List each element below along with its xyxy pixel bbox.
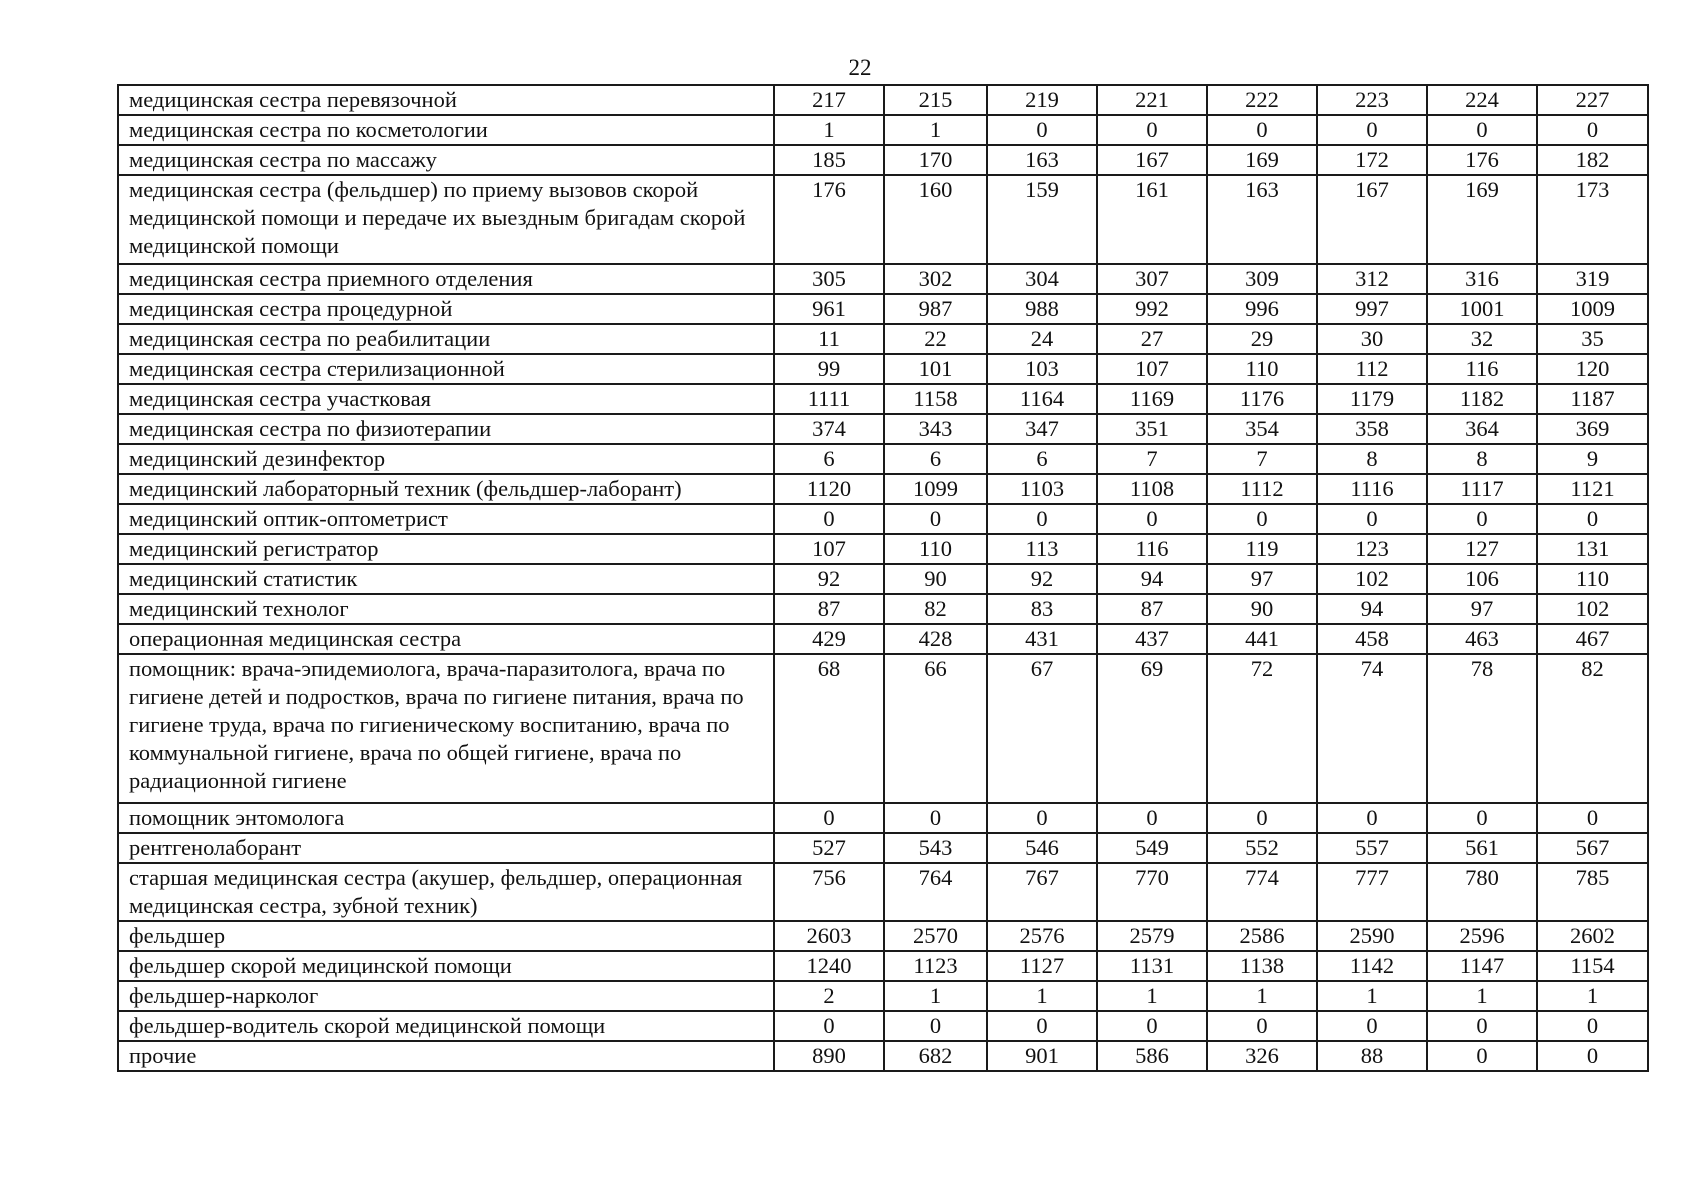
- value-cell: 99: [774, 354, 884, 384]
- value-cell: 1112: [1207, 474, 1317, 504]
- value-cell: 992: [1097, 294, 1207, 324]
- table-row: [118, 85, 1648, 115]
- value-cell: 2596: [1427, 921, 1537, 951]
- position-name-cell: старшая медицинская сестра (акушер, фельдшер, операционная медицинская сестра, зубной техник): [118, 863, 774, 921]
- value-cell: 0: [1427, 504, 1537, 534]
- position-name-cell: медицинская сестра по реабилитации: [118, 324, 774, 354]
- value-cell: 8: [1427, 444, 1537, 474]
- position-name-cell: медицинская сестра процедурной: [118, 294, 774, 324]
- value-cell: 2586: [1207, 921, 1317, 951]
- value-cell: 1: [1207, 981, 1317, 1011]
- value-cell: 1138: [1207, 951, 1317, 981]
- value-cell: 2579: [1097, 921, 1207, 951]
- value-cell: 552: [1207, 833, 1317, 863]
- value-cell: 901: [987, 1041, 1097, 1071]
- value-cell: 68: [774, 654, 884, 803]
- value-cell: 0: [1537, 1041, 1648, 1071]
- table-row: [118, 414, 1648, 444]
- value-cell: 0: [1427, 1041, 1537, 1071]
- value-cell: 222: [1207, 85, 1317, 115]
- value-cell: 92: [987, 564, 1097, 594]
- value-cell: 467: [1537, 624, 1648, 654]
- position-name-cell: медицинская сестра (фельдшер) по приему вызовов скорой медицинской помощи и передаче их выездным бригадам скорой медицинской помощи: [118, 175, 774, 264]
- value-cell: 354: [1207, 414, 1317, 444]
- table-row: [118, 354, 1648, 384]
- position-name-cell: фельдшер скорой медицинской помощи: [118, 951, 774, 981]
- value-cell: 103: [987, 354, 1097, 384]
- position-name-cell: медицинская сестра по физиотерапии: [118, 414, 774, 444]
- value-cell: 1099: [884, 474, 987, 504]
- value-cell: 0: [1427, 1011, 1537, 1041]
- value-cell: 0: [774, 504, 884, 534]
- value-cell: 6: [987, 444, 1097, 474]
- value-cell: 785: [1537, 863, 1648, 921]
- value-cell: 102: [1537, 594, 1648, 624]
- value-cell: 374: [774, 414, 884, 444]
- value-cell: 0: [1207, 504, 1317, 534]
- value-cell: 101: [884, 354, 987, 384]
- value-cell: 35: [1537, 324, 1648, 354]
- value-cell: 116: [1097, 534, 1207, 564]
- value-cell: 0: [884, 1011, 987, 1041]
- value-cell: 0: [1317, 115, 1427, 145]
- table-row: [118, 1011, 1648, 1041]
- value-cell: 30: [1317, 324, 1427, 354]
- value-cell: 29: [1207, 324, 1317, 354]
- value-cell: 774: [1207, 863, 1317, 921]
- value-cell: 92: [774, 564, 884, 594]
- value-cell: 777: [1317, 863, 1427, 921]
- value-cell: 97: [1207, 564, 1317, 594]
- value-cell: 0: [987, 803, 1097, 833]
- table-row: [118, 294, 1648, 324]
- position-name-cell: медицинский регистратор: [118, 534, 774, 564]
- value-cell: 87: [1097, 594, 1207, 624]
- value-cell: 0: [884, 803, 987, 833]
- value-cell: 82: [1537, 654, 1648, 803]
- value-cell: 74: [1317, 654, 1427, 803]
- value-cell: 1: [1097, 981, 1207, 1011]
- value-cell: 170: [884, 145, 987, 175]
- value-cell: 1182: [1427, 384, 1537, 414]
- value-cell: 120: [1537, 354, 1648, 384]
- value-cell: 176: [1427, 145, 1537, 175]
- table-row: [118, 534, 1648, 564]
- table-row: [118, 324, 1648, 354]
- table-row: [118, 921, 1648, 951]
- value-cell: 458: [1317, 624, 1427, 654]
- value-cell: 1009: [1537, 294, 1648, 324]
- staffing-table: [117, 84, 1649, 1072]
- value-cell: 119: [1207, 534, 1317, 564]
- value-cell: 2590: [1317, 921, 1427, 951]
- value-cell: 561: [1427, 833, 1537, 863]
- value-cell: 0: [1537, 803, 1648, 833]
- value-cell: 112: [1317, 354, 1427, 384]
- value-cell: 1001: [1427, 294, 1537, 324]
- value-cell: 1179: [1317, 384, 1427, 414]
- value-cell: 67: [987, 654, 1097, 803]
- value-cell: 78: [1427, 654, 1537, 803]
- value-cell: 1240: [774, 951, 884, 981]
- value-cell: 304: [987, 264, 1097, 294]
- value-cell: 6: [884, 444, 987, 474]
- value-cell: 88: [1317, 1041, 1427, 1071]
- value-cell: 106: [1427, 564, 1537, 594]
- value-cell: 1116: [1317, 474, 1427, 504]
- value-cell: 1176: [1207, 384, 1317, 414]
- value-cell: 110: [884, 534, 987, 564]
- value-cell: 1: [884, 981, 987, 1011]
- value-cell: 1123: [884, 951, 987, 981]
- position-name-cell: медицинский статистик: [118, 564, 774, 594]
- value-cell: 0: [774, 1011, 884, 1041]
- value-cell: 527: [774, 833, 884, 863]
- value-cell: 6: [774, 444, 884, 474]
- value-cell: 1111: [774, 384, 884, 414]
- table-row: [118, 654, 1648, 803]
- value-cell: 0: [1427, 115, 1537, 145]
- value-cell: 69: [1097, 654, 1207, 803]
- value-cell: 161: [1097, 175, 1207, 264]
- table-body: [118, 85, 1648, 1071]
- table-row: [118, 504, 1648, 534]
- value-cell: 431: [987, 624, 1097, 654]
- value-cell: 326: [1207, 1041, 1317, 1071]
- value-cell: 364: [1427, 414, 1537, 444]
- page-number: 22: [848, 55, 872, 80]
- value-cell: 0: [1537, 115, 1648, 145]
- value-cell: 0: [1097, 504, 1207, 534]
- value-cell: 82: [884, 594, 987, 624]
- value-cell: 369: [1537, 414, 1648, 444]
- value-cell: 1: [1427, 981, 1537, 1011]
- value-cell: 1: [884, 115, 987, 145]
- value-cell: 557: [1317, 833, 1427, 863]
- value-cell: 219: [987, 85, 1097, 115]
- value-cell: 2603: [774, 921, 884, 951]
- value-cell: 97: [1427, 594, 1537, 624]
- value-cell: 987: [884, 294, 987, 324]
- value-cell: 0: [1537, 1011, 1648, 1041]
- value-cell: 343: [884, 414, 987, 444]
- value-cell: 90: [1207, 594, 1317, 624]
- value-cell: 221: [1097, 85, 1207, 115]
- value-cell: 0: [1097, 1011, 1207, 1041]
- value-cell: 0: [1097, 115, 1207, 145]
- value-cell: 7: [1207, 444, 1317, 474]
- position-name-cell: прочие: [118, 1041, 774, 1071]
- table-row: [118, 624, 1648, 654]
- value-cell: 66: [884, 654, 987, 803]
- value-cell: 0: [987, 1011, 1097, 1041]
- value-cell: 185: [774, 145, 884, 175]
- position-name-cell: фельдшер-водитель скорой медицинской помощи: [118, 1011, 774, 1041]
- value-cell: 567: [1537, 833, 1648, 863]
- value-cell: 110: [1207, 354, 1317, 384]
- value-cell: 116: [1427, 354, 1537, 384]
- value-cell: 8: [1317, 444, 1427, 474]
- value-cell: 1169: [1097, 384, 1207, 414]
- table-row: [118, 384, 1648, 414]
- value-cell: 546: [987, 833, 1097, 863]
- value-cell: 182: [1537, 145, 1648, 175]
- value-cell: 110: [1537, 564, 1648, 594]
- value-cell: 94: [1097, 564, 1207, 594]
- value-cell: 307: [1097, 264, 1207, 294]
- value-cell: 764: [884, 863, 987, 921]
- value-cell: 988: [987, 294, 1097, 324]
- value-cell: 996: [1207, 294, 1317, 324]
- value-cell: 1121: [1537, 474, 1648, 504]
- value-cell: 176: [774, 175, 884, 264]
- value-cell: 163: [987, 145, 1097, 175]
- value-cell: 1: [1317, 981, 1427, 1011]
- position-name-cell: фельдшер-нарколог: [118, 981, 774, 1011]
- value-cell: 1187: [1537, 384, 1648, 414]
- value-cell: 123: [1317, 534, 1427, 564]
- value-cell: 1164: [987, 384, 1097, 414]
- value-cell: 0: [1097, 803, 1207, 833]
- value-cell: 223: [1317, 85, 1427, 115]
- value-cell: 437: [1097, 624, 1207, 654]
- value-cell: 0: [1537, 504, 1648, 534]
- table-row: [118, 145, 1648, 175]
- value-cell: 1: [774, 115, 884, 145]
- value-cell: 1: [987, 981, 1097, 1011]
- value-cell: 1117: [1427, 474, 1537, 504]
- value-cell: 312: [1317, 264, 1427, 294]
- value-cell: 24: [987, 324, 1097, 354]
- value-cell: 107: [774, 534, 884, 564]
- value-cell: 7: [1097, 444, 1207, 474]
- value-cell: 1127: [987, 951, 1097, 981]
- position-name-cell: медицинская сестра по косметологии: [118, 115, 774, 145]
- table-row: [118, 803, 1648, 833]
- value-cell: 780: [1427, 863, 1537, 921]
- value-cell: 0: [1317, 1011, 1427, 1041]
- value-cell: 549: [1097, 833, 1207, 863]
- value-cell: 127: [1427, 534, 1537, 564]
- value-cell: 113: [987, 534, 1097, 564]
- value-cell: 1120: [774, 474, 884, 504]
- value-cell: 0: [1207, 803, 1317, 833]
- value-cell: 1147: [1427, 951, 1537, 981]
- value-cell: 224: [1427, 85, 1537, 115]
- value-cell: 215: [884, 85, 987, 115]
- value-cell: 347: [987, 414, 1097, 444]
- value-cell: 0: [1207, 115, 1317, 145]
- value-cell: 163: [1207, 175, 1317, 264]
- value-cell: 87: [774, 594, 884, 624]
- value-cell: 997: [1317, 294, 1427, 324]
- value-cell: 351: [1097, 414, 1207, 444]
- value-cell: 441: [1207, 624, 1317, 654]
- value-cell: 131: [1537, 534, 1648, 564]
- value-cell: 27: [1097, 324, 1207, 354]
- position-name-cell: медицинская сестра стерилизационной: [118, 354, 774, 384]
- value-cell: 0: [1207, 1011, 1317, 1041]
- value-cell: 0: [884, 504, 987, 534]
- table-row: [118, 264, 1648, 294]
- value-cell: 429: [774, 624, 884, 654]
- position-name-cell: помощник: врача-эпидемиолога, врача-паразитолога, врача по гигиене детей и подростков, врача по гигиене питания, врача по гигиене труда, врача по гигиеническому воспитанию, врача по коммунальной гигиене, врача по общей гигиене, врача по радиационной гигиене: [118, 654, 774, 803]
- value-cell: 756: [774, 863, 884, 921]
- value-cell: 11: [774, 324, 884, 354]
- value-cell: 0: [1427, 803, 1537, 833]
- value-cell: 2576: [987, 921, 1097, 951]
- value-cell: 90: [884, 564, 987, 594]
- value-cell: 2: [774, 981, 884, 1011]
- table-row: [118, 863, 1648, 921]
- value-cell: 302: [884, 264, 987, 294]
- value-cell: 682: [884, 1041, 987, 1071]
- table-row: [118, 1041, 1648, 1071]
- value-cell: 22: [884, 324, 987, 354]
- value-cell: 1108: [1097, 474, 1207, 504]
- value-cell: 72: [1207, 654, 1317, 803]
- value-cell: 767: [987, 863, 1097, 921]
- value-cell: 319: [1537, 264, 1648, 294]
- value-cell: 428: [884, 624, 987, 654]
- position-name-cell: операционная медицинская сестра: [118, 624, 774, 654]
- position-name-cell: медицинская сестра по массажу: [118, 145, 774, 175]
- position-name-cell: рентгенолаборант: [118, 833, 774, 863]
- table-row: [118, 981, 1648, 1011]
- position-name-cell: медицинский технолог: [118, 594, 774, 624]
- value-cell: 217: [774, 85, 884, 115]
- value-cell: 1: [1537, 981, 1648, 1011]
- table-row: [118, 564, 1648, 594]
- value-cell: 543: [884, 833, 987, 863]
- value-cell: 102: [1317, 564, 1427, 594]
- value-cell: 0: [1317, 803, 1427, 833]
- value-cell: 890: [774, 1041, 884, 1071]
- value-cell: 1158: [884, 384, 987, 414]
- position-name-cell: медицинский дезинфектор: [118, 444, 774, 474]
- value-cell: 0: [987, 115, 1097, 145]
- value-cell: 0: [774, 803, 884, 833]
- value-cell: 463: [1427, 624, 1537, 654]
- value-cell: 159: [987, 175, 1097, 264]
- position-name-cell: фельдшер: [118, 921, 774, 951]
- value-cell: 1142: [1317, 951, 1427, 981]
- value-cell: 167: [1317, 175, 1427, 264]
- table-row: [118, 444, 1648, 474]
- value-cell: 305: [774, 264, 884, 294]
- position-name-cell: медицинский лабораторный техник (фельдшер-лаборант): [118, 474, 774, 504]
- value-cell: 167: [1097, 145, 1207, 175]
- table-row: [118, 175, 1648, 264]
- position-name-cell: помощник энтомолога: [118, 803, 774, 833]
- value-cell: 0: [987, 504, 1097, 534]
- value-cell: 107: [1097, 354, 1207, 384]
- value-cell: 1103: [987, 474, 1097, 504]
- position-name-cell: медицинский оптик-оптометрист: [118, 504, 774, 534]
- value-cell: 316: [1427, 264, 1537, 294]
- value-cell: 172: [1317, 145, 1427, 175]
- value-cell: 586: [1097, 1041, 1207, 1071]
- value-cell: 961: [774, 294, 884, 324]
- value-cell: 770: [1097, 863, 1207, 921]
- table-row: [118, 594, 1648, 624]
- value-cell: 83: [987, 594, 1097, 624]
- table-row: [118, 474, 1648, 504]
- value-cell: 2602: [1537, 921, 1648, 951]
- table-row: [118, 115, 1648, 145]
- value-cell: 2570: [884, 921, 987, 951]
- value-cell: 1154: [1537, 951, 1648, 981]
- position-name-cell: медицинская сестра перевязочной: [118, 85, 774, 115]
- value-cell: 160: [884, 175, 987, 264]
- value-cell: 0: [1317, 504, 1427, 534]
- table-row: [118, 833, 1648, 863]
- value-cell: 94: [1317, 594, 1427, 624]
- value-cell: 1131: [1097, 951, 1207, 981]
- value-cell: 309: [1207, 264, 1317, 294]
- value-cell: 32: [1427, 324, 1537, 354]
- value-cell: 227: [1537, 85, 1648, 115]
- position-name-cell: медицинская сестра участковая: [118, 384, 774, 414]
- value-cell: 173: [1537, 175, 1648, 264]
- table-row: [118, 951, 1648, 981]
- value-cell: 9: [1537, 444, 1648, 474]
- value-cell: 358: [1317, 414, 1427, 444]
- value-cell: 169: [1207, 145, 1317, 175]
- value-cell: 169: [1427, 175, 1537, 264]
- position-name-cell: медицинская сестра приемного отделения: [118, 264, 774, 294]
